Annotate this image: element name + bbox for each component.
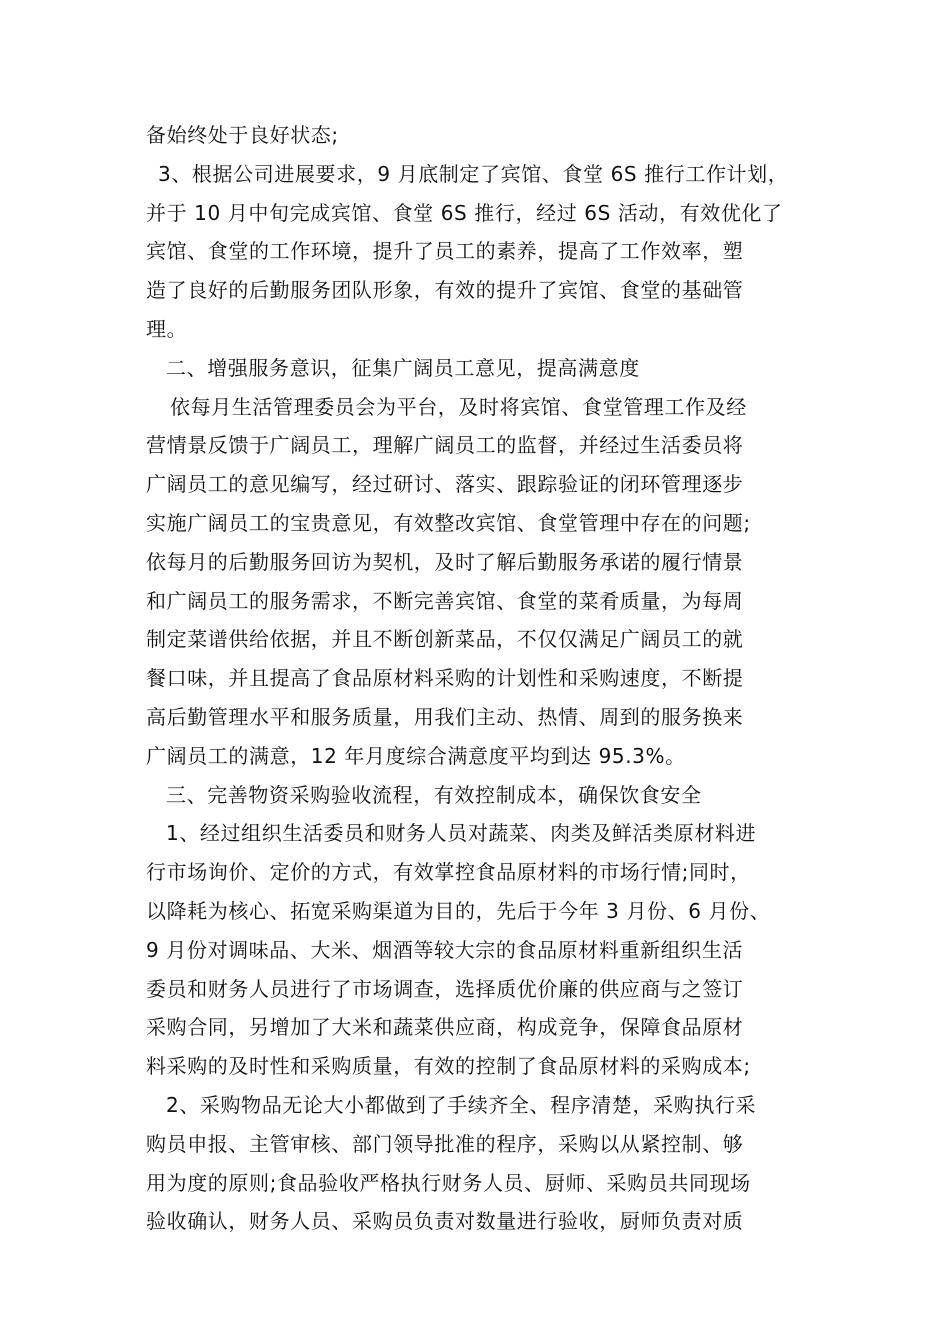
text-line: 造了良好的后勤服务团队形象，有效的提升了宾馆、食堂的基础管 xyxy=(146,278,744,303)
text-line: 营情景反馈于广阔员工，理解广阔员工的监督，并经过生活委员将 xyxy=(146,433,744,458)
text-line: 实施广阔员工的宝贵意见，有效整改宾馆、食堂管理中存在的问题; xyxy=(146,510,751,535)
paragraph-first-line: 依每月生活管理委员会为平台，及时将宾馆、食堂管理工作及经 xyxy=(170,394,747,419)
text-line: 委员和财务人员进行了市场调查，选择质优价廉的供应商与之签订 xyxy=(146,976,744,1001)
document-body xyxy=(146,116,816,1241)
text-line: 高后勤管理水平和服务质量，用我们主动、热情、周到的服务换来 xyxy=(146,704,744,729)
section-heading-2: 二、增强服务意识，征集广阔员工意见，提高满意度 xyxy=(166,355,640,380)
text-line: 行市场询价、定价的方式，有效掌控食品原材料的市场行情;同时， xyxy=(146,860,751,885)
text-line: 广阔员工的满意，12 年月度综合满意度平均到达 95.3%。 xyxy=(146,743,686,768)
text-line: 宾馆、食堂的工作环境，提升了员工的素养，提高了工作效率，塑 xyxy=(146,239,744,264)
text-line: 验收确认，财务人员、采购员负责对数量进行验收，厨师负责对质 xyxy=(146,1209,744,1234)
text-line: 餐口味，并且提高了食品原材料采购的计划性和采购速度，不断提 xyxy=(146,666,744,691)
paragraph-first-line: 3、根据公司进展要求，9 月底制定了宾馆、食堂 6S 推行工作计划， xyxy=(158,161,789,186)
text-line: 广阔员工的意见编写，经过研讨、落实、跟踪验证的闭环管理逐步 xyxy=(146,472,744,497)
text-line: 用为度的原则;食品验收严格执行财务人员、厨师、采购员共同现场 xyxy=(146,1170,751,1195)
text-line: 料采购的及时性和采购质量，有效的控制了食品原材料的采购成本; xyxy=(146,1054,751,1079)
section-heading-3: 三、完善物资采购验收流程，有效控制成本，确保饮食安全 xyxy=(166,782,702,807)
text-line: 购员申报、主管审核、部门领导批准的程序，采购以从紧控制、够 xyxy=(146,1131,744,1156)
text-line: 理。 xyxy=(146,316,188,341)
text-line: 采购合同，另增加了大米和蔬菜供应商，构成竞争，保障食品原材 xyxy=(146,1015,744,1040)
text-line: 制定菜谱供给依据，并且不断创新菜品，不仅仅满足广阔员工的就 xyxy=(146,627,744,652)
paragraph-first-line: 2、采购物品无论大小都做到了手续齐全、程序清楚，采购执行采 xyxy=(166,1092,757,1117)
text-line: 9 月份对调味品、大米、烟酒等较大宗的食品原材料重新组织生活 xyxy=(146,937,744,962)
text-line: 依每月的后勤服务回访为契机，及时了解后勤服务承诺的履行情景 xyxy=(146,549,744,574)
text-line: 备始终处于良好状态; xyxy=(146,123,339,147)
text-line: 以降耗为核心、拓宽采购渠道为目的，先后于今年 3 月份、6 月份、 xyxy=(146,898,771,923)
paragraph-first-line: 1、经过组织生活委员和财务人员对蔬菜、肉类及鲜活类原材料进 xyxy=(166,821,757,846)
text-line: 和广阔员工的服务需求，不断完善宾馆、食堂的菜肴质量，为每周 xyxy=(146,588,744,613)
text-line: 并于 10 月中旬完成宾馆、食堂 6S 推行，经过 6S 活动，有效优化了 xyxy=(146,200,783,225)
